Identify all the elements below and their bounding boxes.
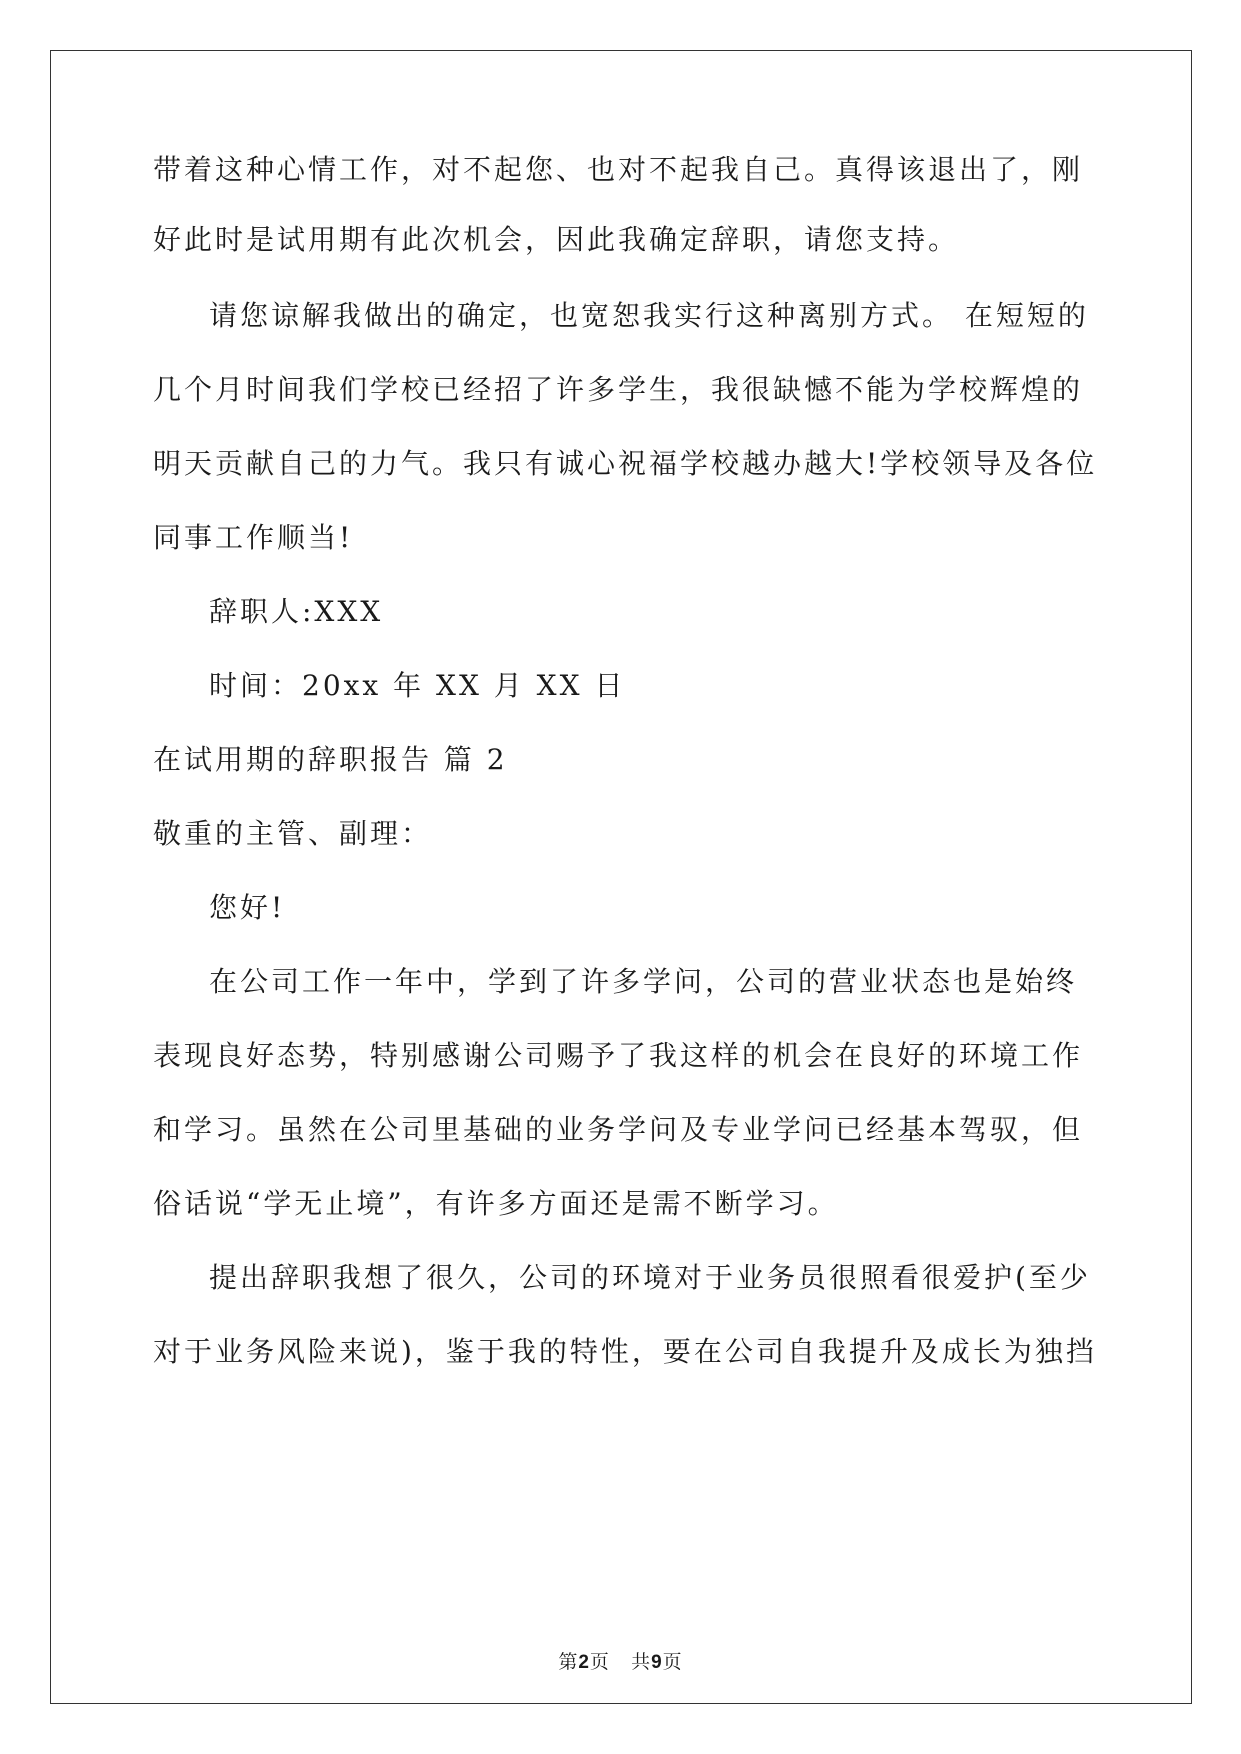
text-line-4: 几个月时间我们学校已经招了许多学生，我很缺憾不能为学校辉煌的 [153,373,1084,406]
text-line-16: 提出辞职我想了很久，公司的环境对于业务员很照看很爱护(至少 [209,1261,1091,1294]
total-suffix: 页 [662,1651,683,1673]
page-footer [0,1647,1241,1674]
section-heading: 在试用期的辞职报告 篇 2 [153,743,508,776]
text-line-13: 表现良好态势，特别感谢公司赐予了我这样的机会在良好的环境工作 [153,1039,1084,1072]
date-line: 时间：20xx 年 XX 月 XX 日 [209,669,626,702]
page-suffix: 页 [589,1651,610,1673]
text-line-12: 在公司工作一年中，学到了许多学问，公司的营业状态也是始终 [209,965,1078,998]
text-line-17: 对于业务风险来说)，鉴于我的特性，要在公司自我提升及成长为独挡 [153,1335,1097,1368]
text-line-2: 好此时是试用期有此次机会，因此我确定辞职，请您支持。 [153,223,960,256]
text-line-14: 和学习。虽然在公司里基础的业务学问及专业学问已经基本驾驭，但 [153,1113,1084,1146]
text-line-15: 俗话说“学无止境”，有许多方面还是需不断学习。 [153,1187,839,1220]
page-prefix: 第 [558,1651,579,1673]
total-pages-number: 9 [651,1652,663,1673]
total-prefix: 共 [631,1651,652,1673]
signature-line: 辞职人:XXX [209,595,384,628]
text-line-6: 同事工作顺当! [153,521,354,554]
text-line-1: 带着这种心情工作，对不起您、也对不起我自己。真得该退出了，刚 [153,153,1084,186]
current-page-number: 2 [578,1652,590,1673]
text-line-3: 请您谅解我做出的确定，也宽恕我实行这种离别方式。 在短短的 [209,299,1089,332]
greeting: 您好! [209,891,286,924]
salutation: 敬重的主管、副理： [153,817,433,850]
text-line-5: 明天贡献自己的力气。我只有诚心祝福学校越办越大!学校领导及各位 [153,447,1098,480]
